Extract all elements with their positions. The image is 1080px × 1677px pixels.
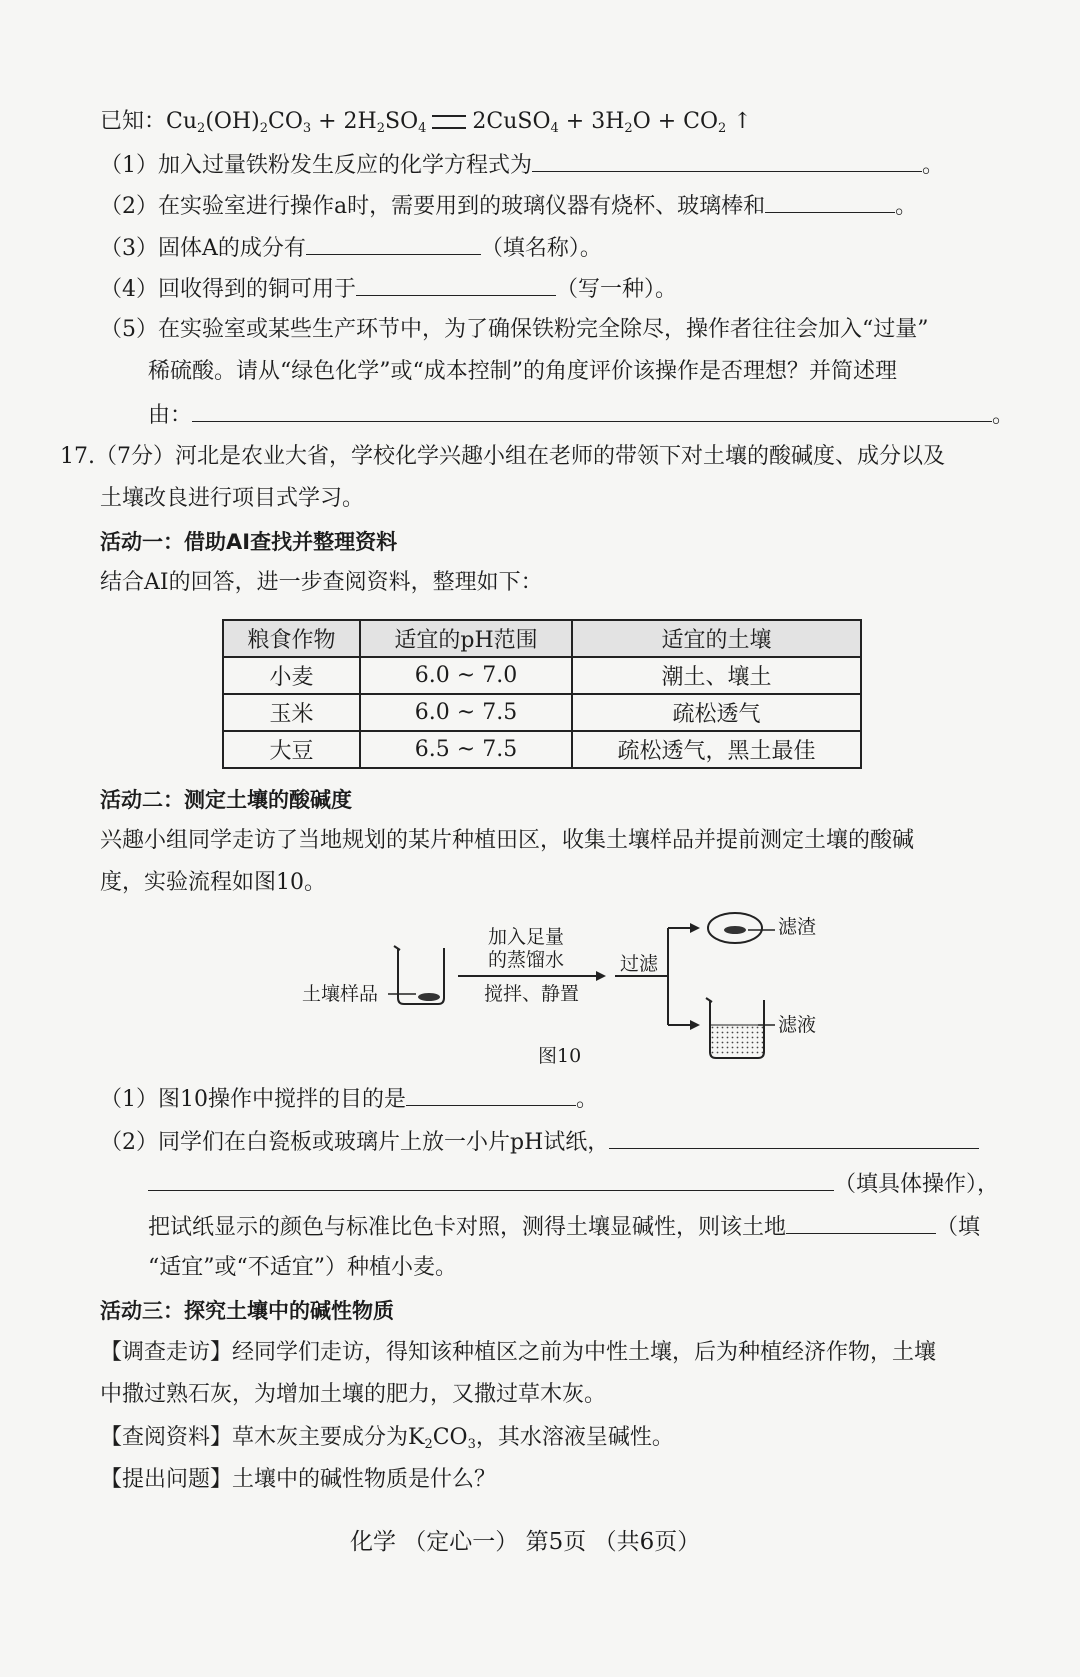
activity2-q2-line2 — [148, 1168, 999, 1200]
eq-sub: 2 — [197, 121, 206, 136]
q17-intro-line1: 17.（7分）河北是农业大省，学校化学兴趣小组在老师的带领下对土壤的酸碱度、成分以及 — [60, 444, 945, 469]
q17-intro-line2: 土壤改良进行项目式学习。 — [100, 486, 365, 511]
eq-term: O + CO — [632, 109, 719, 134]
q16-part4-text: （4）回收得到的铜可用于 — [100, 277, 356, 302]
research-text-end: ，其水溶液呈碱性。 — [475, 1425, 674, 1450]
arrow-head-icon — [690, 1020, 700, 1030]
eq-sub: 2 — [376, 121, 386, 136]
answer-blank-17-2-2a[interactable] — [609, 1126, 979, 1149]
research-line — [100, 1423, 674, 1453]
activity2-q2-line1 — [100, 1126, 979, 1158]
activity2-q1-text: （1）图10操作中搅拌的目的是 — [100, 1087, 406, 1112]
table-header: 粮食作物 — [223, 620, 360, 657]
q16-part2-end: 。 — [895, 194, 918, 219]
table-cell: 玉米 — [223, 694, 360, 731]
research-text: 【查阅资料】草木灰主要成分为K — [100, 1425, 425, 1450]
activity2-q2-line4: “适宜”或“不适宜”）种植小麦。 — [148, 1255, 457, 1280]
known-prefix: 已知： — [100, 109, 167, 134]
activity2-title: 活动二：测定土壤的酸碱度 — [100, 788, 352, 812]
q16-part1-end: 。 — [922, 153, 945, 178]
table-cell: 6.0 ~ 7.0 — [360, 657, 572, 694]
activity2-q2-fill-hint: （填具体操作）， — [834, 1172, 1000, 1197]
eq-term: SO — [385, 109, 419, 134]
answer-blank-17-2-2c[interactable] — [786, 1211, 936, 1234]
eq-sub: 2 — [259, 121, 268, 136]
table-cell: 小麦 — [223, 657, 360, 694]
table-cell: 6.5 ~ 7.5 — [360, 731, 572, 768]
answer-blank-17-2-1[interactable] — [406, 1083, 576, 1106]
table-cell: 疏松透气 — [572, 694, 861, 731]
activity2-q2-text: （2）同学们在白瓷板或玻璃片上放一小片pH试纸， — [100, 1130, 610, 1155]
activity1-text: 结合AI的回答，进一步查阅资料，整理如下： — [100, 570, 543, 595]
eq-term: + 3H — [558, 109, 625, 134]
eq-sub: 4 — [418, 121, 427, 136]
q16-part3-end: （填名称）。 — [480, 236, 602, 261]
activity2-q2-line3 — [148, 1211, 980, 1243]
filter-paper-icon — [708, 913, 775, 943]
activity2-text-line1: 兴趣小组同学走访了当地规划的某片种植田区，收集土壤样品并提前测定土壤的酸碱 — [100, 828, 915, 853]
arrow-head-icon — [596, 971, 606, 981]
question-line: 【提出问题】土壤中的碱性物质是什么？ — [100, 1467, 497, 1492]
formula-sub: 2 — [424, 1437, 433, 1452]
eq-sub: 2 — [624, 121, 633, 136]
page-footer: 化学 （定心一） 第5页 （共6页） — [350, 1529, 701, 1555]
figure-caption: 图10 — [538, 1045, 582, 1067]
q16-part3-text: （3）固体A的成分有 — [100, 236, 306, 261]
table-cell: 潮土、壤土 — [572, 657, 861, 694]
eq-term: 2CuSO — [472, 109, 551, 134]
activity3-title: 活动三：探究土壤中的碱性物质 — [100, 1299, 394, 1323]
arrow-head-icon — [690, 923, 700, 933]
q16-part1-text: （1）加入过量铁粉发生反应的化学方程式为 — [100, 153, 532, 178]
survey-line1: 【调查走访】经同学们走访，得知该种植区之前为中性土壤，后为种植经济作物，土壤 — [100, 1340, 937, 1365]
activity2-text-line2: 度，实验流程如图10。 — [100, 870, 326, 895]
q16-part4-end: （写一种）。 — [556, 277, 678, 302]
table-cell: 大豆 — [223, 731, 360, 768]
activity2-q1-end: 。 — [576, 1087, 599, 1112]
figure-label-filtrate: 滤液 — [778, 1014, 817, 1036]
activity1-title: 活动一：借助AI查找并整理资料 — [100, 530, 398, 554]
filtrate-beaker-icon — [706, 998, 775, 1058]
eq-sub: 2 — [718, 121, 727, 136]
gas-arrow-icon: ↑ — [726, 109, 752, 134]
survey-line2: 中撒过熟石灰，为增加土壤的肥力，又撒过草木灰。 — [100, 1382, 607, 1407]
figure-label-filter: 过滤 — [620, 953, 659, 975]
eq-term: (OH) — [205, 109, 260, 134]
figure-label-residue: 滤渣 — [778, 916, 817, 938]
q16-part5-line2: 稀硫酸。请从“绿色化学”或“成本控制”的角度评价该操作是否理想？并简述理 — [148, 359, 897, 384]
figure-label-sample: 土壤样品 — [302, 983, 379, 1005]
eq-sub: 4 — [550, 121, 559, 136]
research-formula: CO — [432, 1425, 468, 1450]
figure-label-stir: 搅拌、静置 — [484, 983, 580, 1005]
activity2-q2-line3-text: 把试纸显示的颜色与标准比色卡对照，测得土壤显碱性，则该土地 — [148, 1215, 787, 1240]
eq-term: + 2H — [311, 109, 377, 134]
answer-blank-17-2-2b[interactable] — [148, 1168, 834, 1191]
activity2-q1 — [100, 1083, 598, 1115]
beaker-soil-icon — [394, 946, 444, 1004]
figure-label-add-water-2: 的蒸馏水 — [488, 949, 565, 971]
q16-part2-text: （2）在实验室进行操作a时，需要用到的玻璃仪器有烧杯、玻璃棒和 — [100, 194, 766, 219]
activity2-q2-line3-end: （填 — [936, 1215, 981, 1240]
eq-term: Cu — [166, 109, 198, 134]
figure-label-add-water-1: 加入足量 — [488, 926, 565, 948]
q16-part5-reason-label: 由： — [148, 403, 193, 428]
table-cell: 6.0 ~ 7.5 — [360, 694, 572, 731]
q16-part5-line1: （5）在实验室或某些生产环节中，为了确保铁粉完全除尽，操作者往往会加入“过量” — [100, 317, 929, 342]
eq-sub: 3 — [302, 121, 312, 136]
table-header: 适宜的pH范围 — [360, 620, 572, 657]
q16-part5-end: 。 — [992, 403, 1015, 428]
table-cell: 疏松透气，黑土最佳 — [572, 731, 861, 768]
formula-sub: 3 — [467, 1437, 476, 1452]
eq-term: CO — [267, 109, 303, 134]
table-header: 适宜的土壤 — [572, 620, 861, 657]
